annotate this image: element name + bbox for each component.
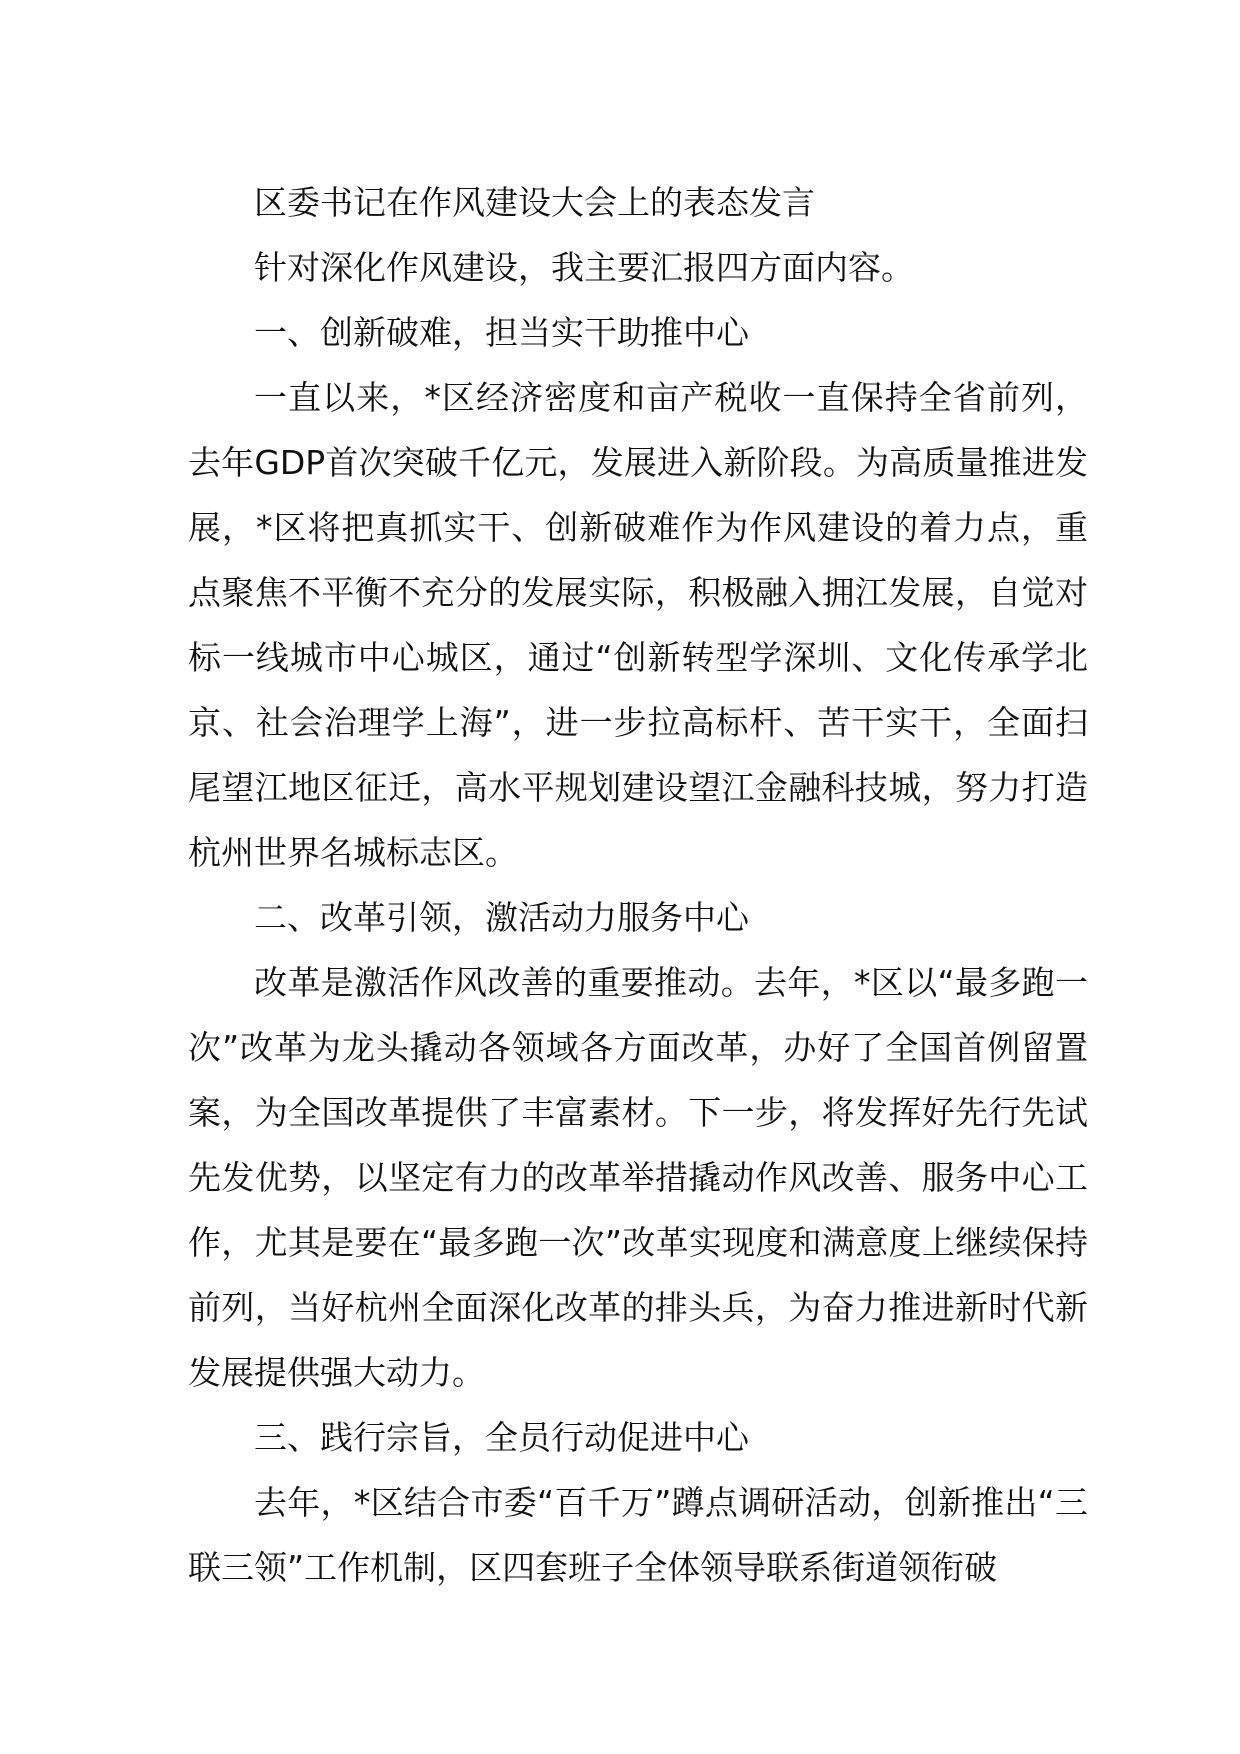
- document-body: [188, 170, 1088, 1600]
- section-heading-3: 三、践行宗旨，全员行动促进中心: [254, 1418, 749, 1457]
- section-body-3: 去年，*区结合市委“百千万”蹲点调研活动，创新推出“三联三领”工作机制，区四套班子全体领导联系街道领衔破: [188, 1483, 1088, 1587]
- section-heading-1: 一、创新破难，担当实干助推中心: [254, 313, 749, 352]
- document-title: 区委书记在作风建设大会上的表态发言: [254, 183, 815, 222]
- section-heading-2: 二、改革引领，激活动力服务中心: [254, 898, 749, 937]
- intro-paragraph: 针对深化作风建设，我主要汇报四方面内容。: [254, 248, 914, 287]
- section-body-1: 一直以来，*区经济密度和亩产税收一直保持全省前列，去年GDP首次突破千亿元，发展进入新阶段。为高质量推进发展，*区将把真抓实干、创新破难作为作风建设的着力点，重点聚焦不平衡不充分的发展实际，积极融入拥江发展，自觉对标一线城市中心城区，通过“创新转型学深圳、文化传承学北京、社会治理学上海”，进一步拉高标杆、苦干实干，全面扫尾望江地区征迁，高水平规划建设望江金融科技城，努力打造杭州世界名城标志区。: [188, 378, 1088, 872]
- section-body-2: 改革是激活作风改善的重要推动。去年，*区以“最多跑一次”改革为龙头撬动各领域各方面改革，办好了全国首例留置案，为全国改革提供了丰富素材。下一步，将发挥好先行先试先发优势，以坚定有力的改革举措撬动作风改善、服务中心工作，尤其是要在“最多跑一次”改革实现度和满意度上继续保持前列，当好杭州全面深化改革的排头兵，为奋力推进新时代新发展提供强大动力。: [188, 963, 1088, 1392]
